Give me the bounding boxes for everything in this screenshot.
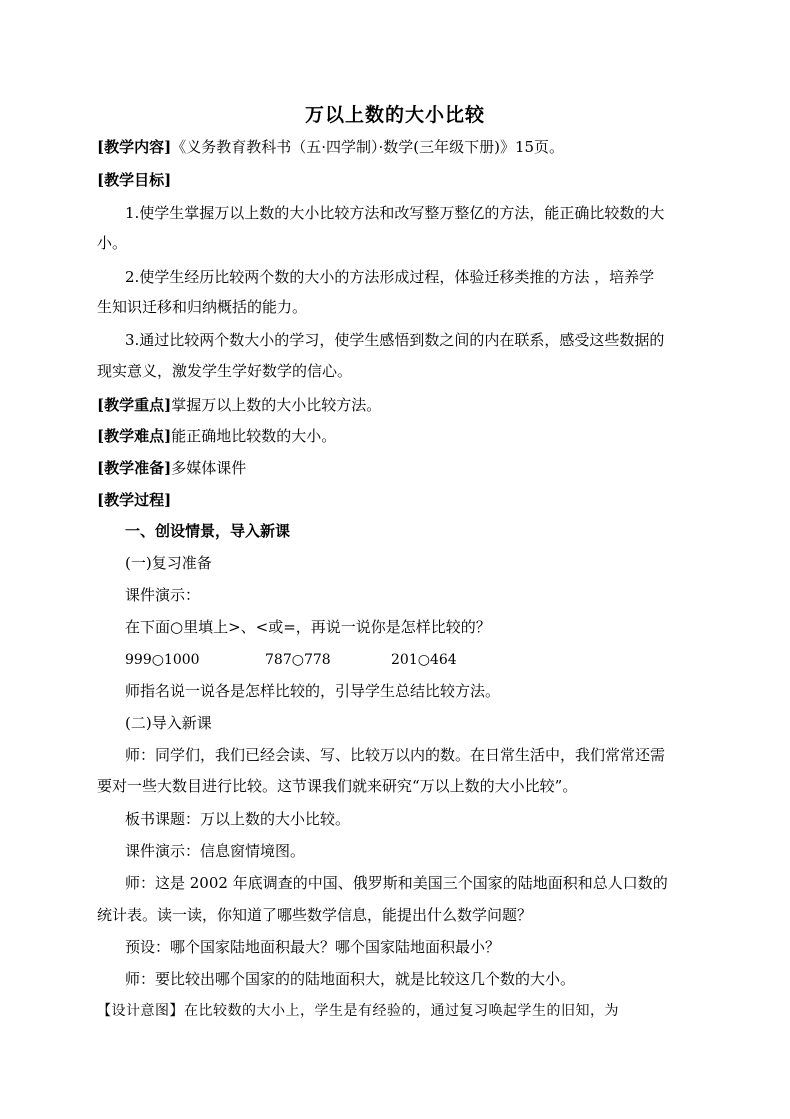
comparison-prompt: 在下面○里填上>、<或=，再说一说你是怎样比较的？ (125, 618, 491, 636)
preset-questions: 预设：哪个国家陆地面积最大？哪个国家陆地面积最小？ (125, 938, 501, 956)
teacher-speech-3-line-1: 师：这是 2002 年底调查的中国、俄罗斯和美国三个国家的陆地面积和总人口数的 (125, 874, 668, 892)
subsection-intro: (二)导入新课 (125, 714, 212, 732)
design-intent-label: 【设计意图】 (97, 1003, 184, 1019)
teacher-speech-2-line-2: 要对一些大数目进行比较。这节课我们就来研究“万以上数的大小比较”。 (97, 777, 578, 795)
difficulty-line (97, 426, 336, 446)
design-intent-text: 在比较数的大小上，学生是有经验的，通过复习唤起学生的旧知，为 (184, 1003, 619, 1019)
courseware-demo-1: 课件演示： (125, 586, 201, 604)
teaching-content-text: 《义务教育教科书（五·四学制）·数学(三年级下册)》15页。 (171, 138, 565, 156)
comparison-item: 999○1000 (125, 652, 200, 668)
preparation-label: [教学准备] (97, 459, 172, 477)
objective-3-line-2: 现实意义，激发学生学好数学的信心。 (97, 362, 353, 380)
courseware-demo-2: 课件演示：信息窗情境图。 (125, 842, 306, 860)
comparison-item: 787○778 (265, 652, 331, 668)
objective-2-line-1: 2.使学生经历比较两个数的大小的方法形成过程，体验迁移类推的方法 ，培养学 (125, 268, 655, 286)
teaching-content-line (97, 137, 564, 157)
preparation-line (97, 458, 246, 478)
objectives-label: [教学目标] (97, 171, 172, 189)
design-intent-line (97, 1001, 619, 1021)
key-point-text: 掌握万以上数的大小比较方法。 (171, 396, 382, 414)
comparison-item: 201○464 (391, 652, 457, 668)
key-point-label: [教学重点] (97, 396, 172, 414)
teacher-speech-3-line-2: 统计表。读一读，你知道了哪些数学信息，能提出什么数学问题？ (97, 906, 533, 924)
objective-1-line-1: 1.使学生掌握万以上数的大小比较方法和改写整万整亿的方法，能正确比较数的大 (125, 204, 665, 222)
board-title: 板书课题：万以上数的大小比较。 (125, 810, 351, 828)
process-label: [教学过程] (97, 491, 172, 509)
teacher-speech-4: 师：要比较出哪个国家的的陆地面积大，就是比较这几个数的大小。 (125, 970, 576, 988)
objective-2-line-2: 生知识迁移和归纳概括的能力。 (97, 298, 308, 316)
section-1-heading: 一、创设情景，导入新课 (125, 522, 291, 540)
objective-3-line-1: 3.通过比较两个数大小的学习，使学生感悟到数之间的内在联系，感受这些数据的 (125, 331, 665, 349)
objective-1-line-2: 小。 (97, 234, 128, 252)
key-point-line (97, 395, 381, 415)
difficulty-label: [教学难点] (97, 427, 172, 445)
teaching-content-label: [教学内容] (97, 138, 172, 156)
teacher-speech-2-line-1: 师：同学们，我们已经会读、写、比较万以内的数。在日常生活中，我们常常还需 (125, 746, 666, 764)
teacher-instruction-1: 师指名说一说各是怎样比较的，引导学生总结比较方法。 (125, 682, 501, 700)
preparation-text: 多媒体课件 (171, 459, 247, 477)
subsection-review: (一)复习准备 (125, 554, 212, 572)
document-title: 万以上数的大小比较 (304, 104, 485, 126)
difficulty-text: 能正确地比较数的大小。 (171, 427, 337, 445)
comparison-exercises (125, 650, 457, 670)
